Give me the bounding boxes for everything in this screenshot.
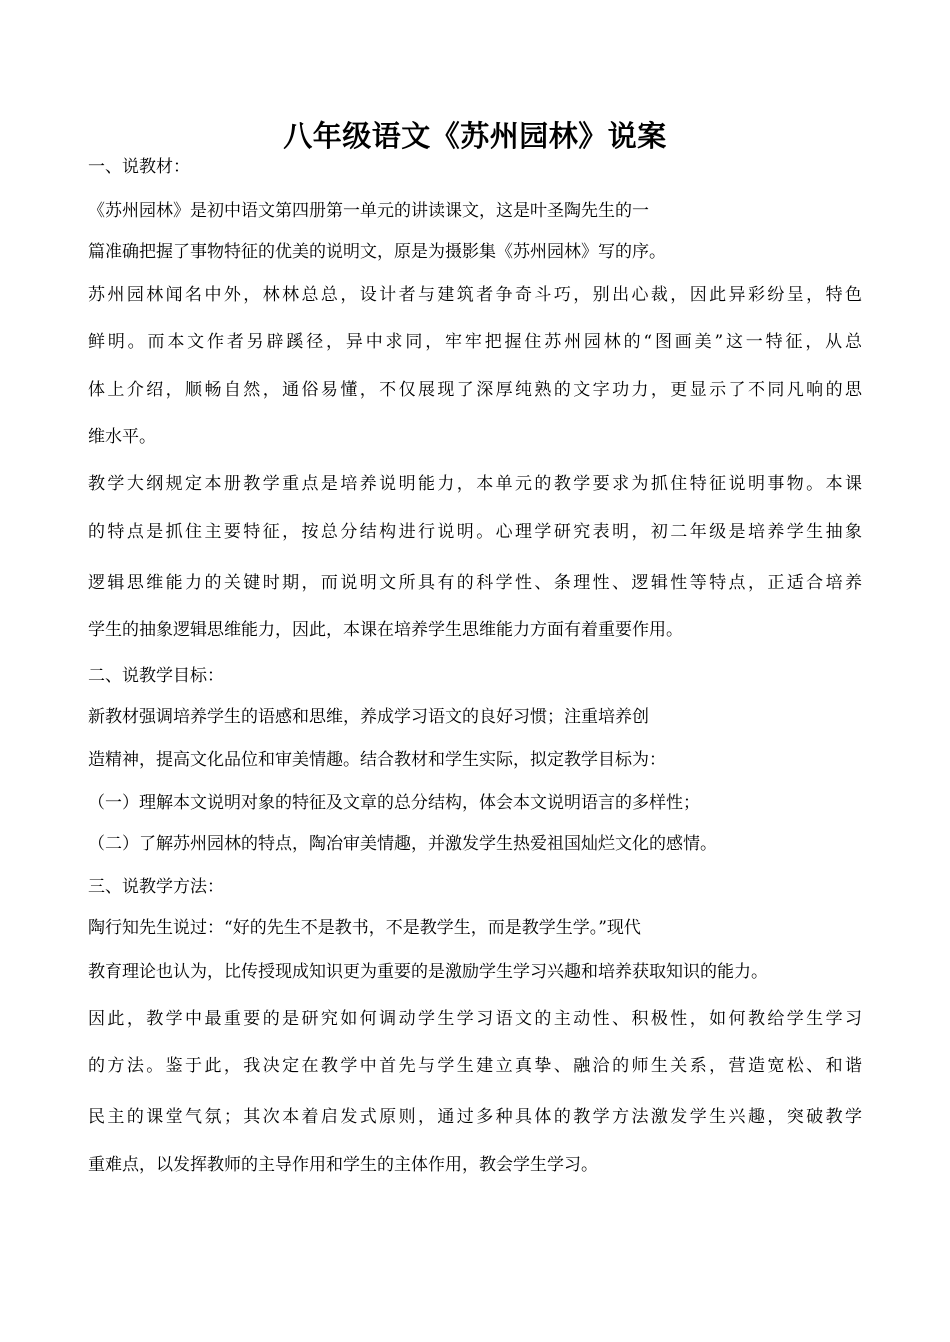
paragraph-line: 的方法。鉴于此，我决定在教学中首先与学生建立真挚、融洽的师生关系，营造宽松、和谐: [88, 1056, 862, 1076]
paragraph-line: 因此，教学中最重要的是研究如何调动学生学习语文的主动性、积极性，如何教给学生学习: [88, 1009, 862, 1029]
paragraph-line: 苏州园林闻名中外，林林总总，设计者与建筑者争奇斗巧，别出心裁，因此异彩纷呈，特色: [88, 285, 862, 305]
paragraph-line: 的特点是抓住主要特征，按总分结构进行说明。心理学研究表明，初二年级是培养学生抽象: [88, 522, 862, 542]
document-title: 八年级语文《苏州园林》说案: [283, 119, 667, 153]
paragraph-line: 维水平。: [88, 427, 156, 447]
paragraph-line: 造精神，提高文化品位和审美情趣。结合教材和学生实际，拟定教学目标为：: [88, 750, 666, 770]
paragraph-line: 篇准确把握了事物特征的优美的说明文，原是为摄影集《苏州园林》写的序。: [88, 242, 666, 262]
paragraph-line: 逻辑思维能力的关键时期，而说明文所具有的科学性、条理性、逻辑性等特点，正适合培养: [88, 573, 862, 593]
paragraph-line: 体上介绍，顺畅自然，通俗易懂，不仅展现了深厚纯熟的文字功力，更显示了不同凡响的思: [88, 380, 862, 400]
objective-item: （二）了解苏州园林的特点，陶冶审美情趣，并激发学生热爱祖国灿烂文化的感情。: [88, 834, 717, 854]
section-heading-methods: 三、说教学方法：: [88, 877, 224, 897]
paragraph-line: 重难点，以发挥教师的主导作用和学生的主体作用，教会学生学习。: [88, 1155, 598, 1175]
paragraph-line: 教育理论也认为，比传授现成知识更为重要的是激励学生学习兴趣和培养获取知识的能力。: [88, 962, 768, 982]
objective-item: （一）理解本文说明对象的特征及文章的总分结构，体会本文说明语言的多样性；: [88, 793, 700, 813]
paragraph-line: 《苏州园林》是初中语文第四册第一单元的讲读课文，这是叶圣陶先生的一: [88, 201, 649, 221]
paragraph-line: 教学大纲规定本册教学重点是培养说明能力，本单元的教学要求为抓住特征说明事物。本课: [88, 474, 862, 494]
paragraph-line: 新教材强调培养学生的语感和思维，养成学习语文的良好习惯；注重培养创: [88, 707, 649, 727]
paragraph-line: 民主的课堂气氛；其次本着启发式原则，通过多种具体的教学方法激发学生兴趣，突破教学: [88, 1107, 862, 1127]
paragraph-line: 陶行知先生说过：“好的先生不是教书，不是教学生，而是教学生学。”现代: [88, 918, 641, 938]
section-heading-textbook: 一、说教材：: [88, 157, 190, 177]
section-heading-objectives: 二、说教学目标：: [88, 666, 224, 686]
paragraph-line: 学生的抽象逻辑思维能力，因此，本课在培养学生思维能力方面有着重要作用。: [88, 620, 683, 640]
paragraph-line: 鲜明。而本文作者另辟蹊径，异中求同，牢牢把握住苏州园林的“图画美”这一特征，从总: [88, 332, 862, 352]
